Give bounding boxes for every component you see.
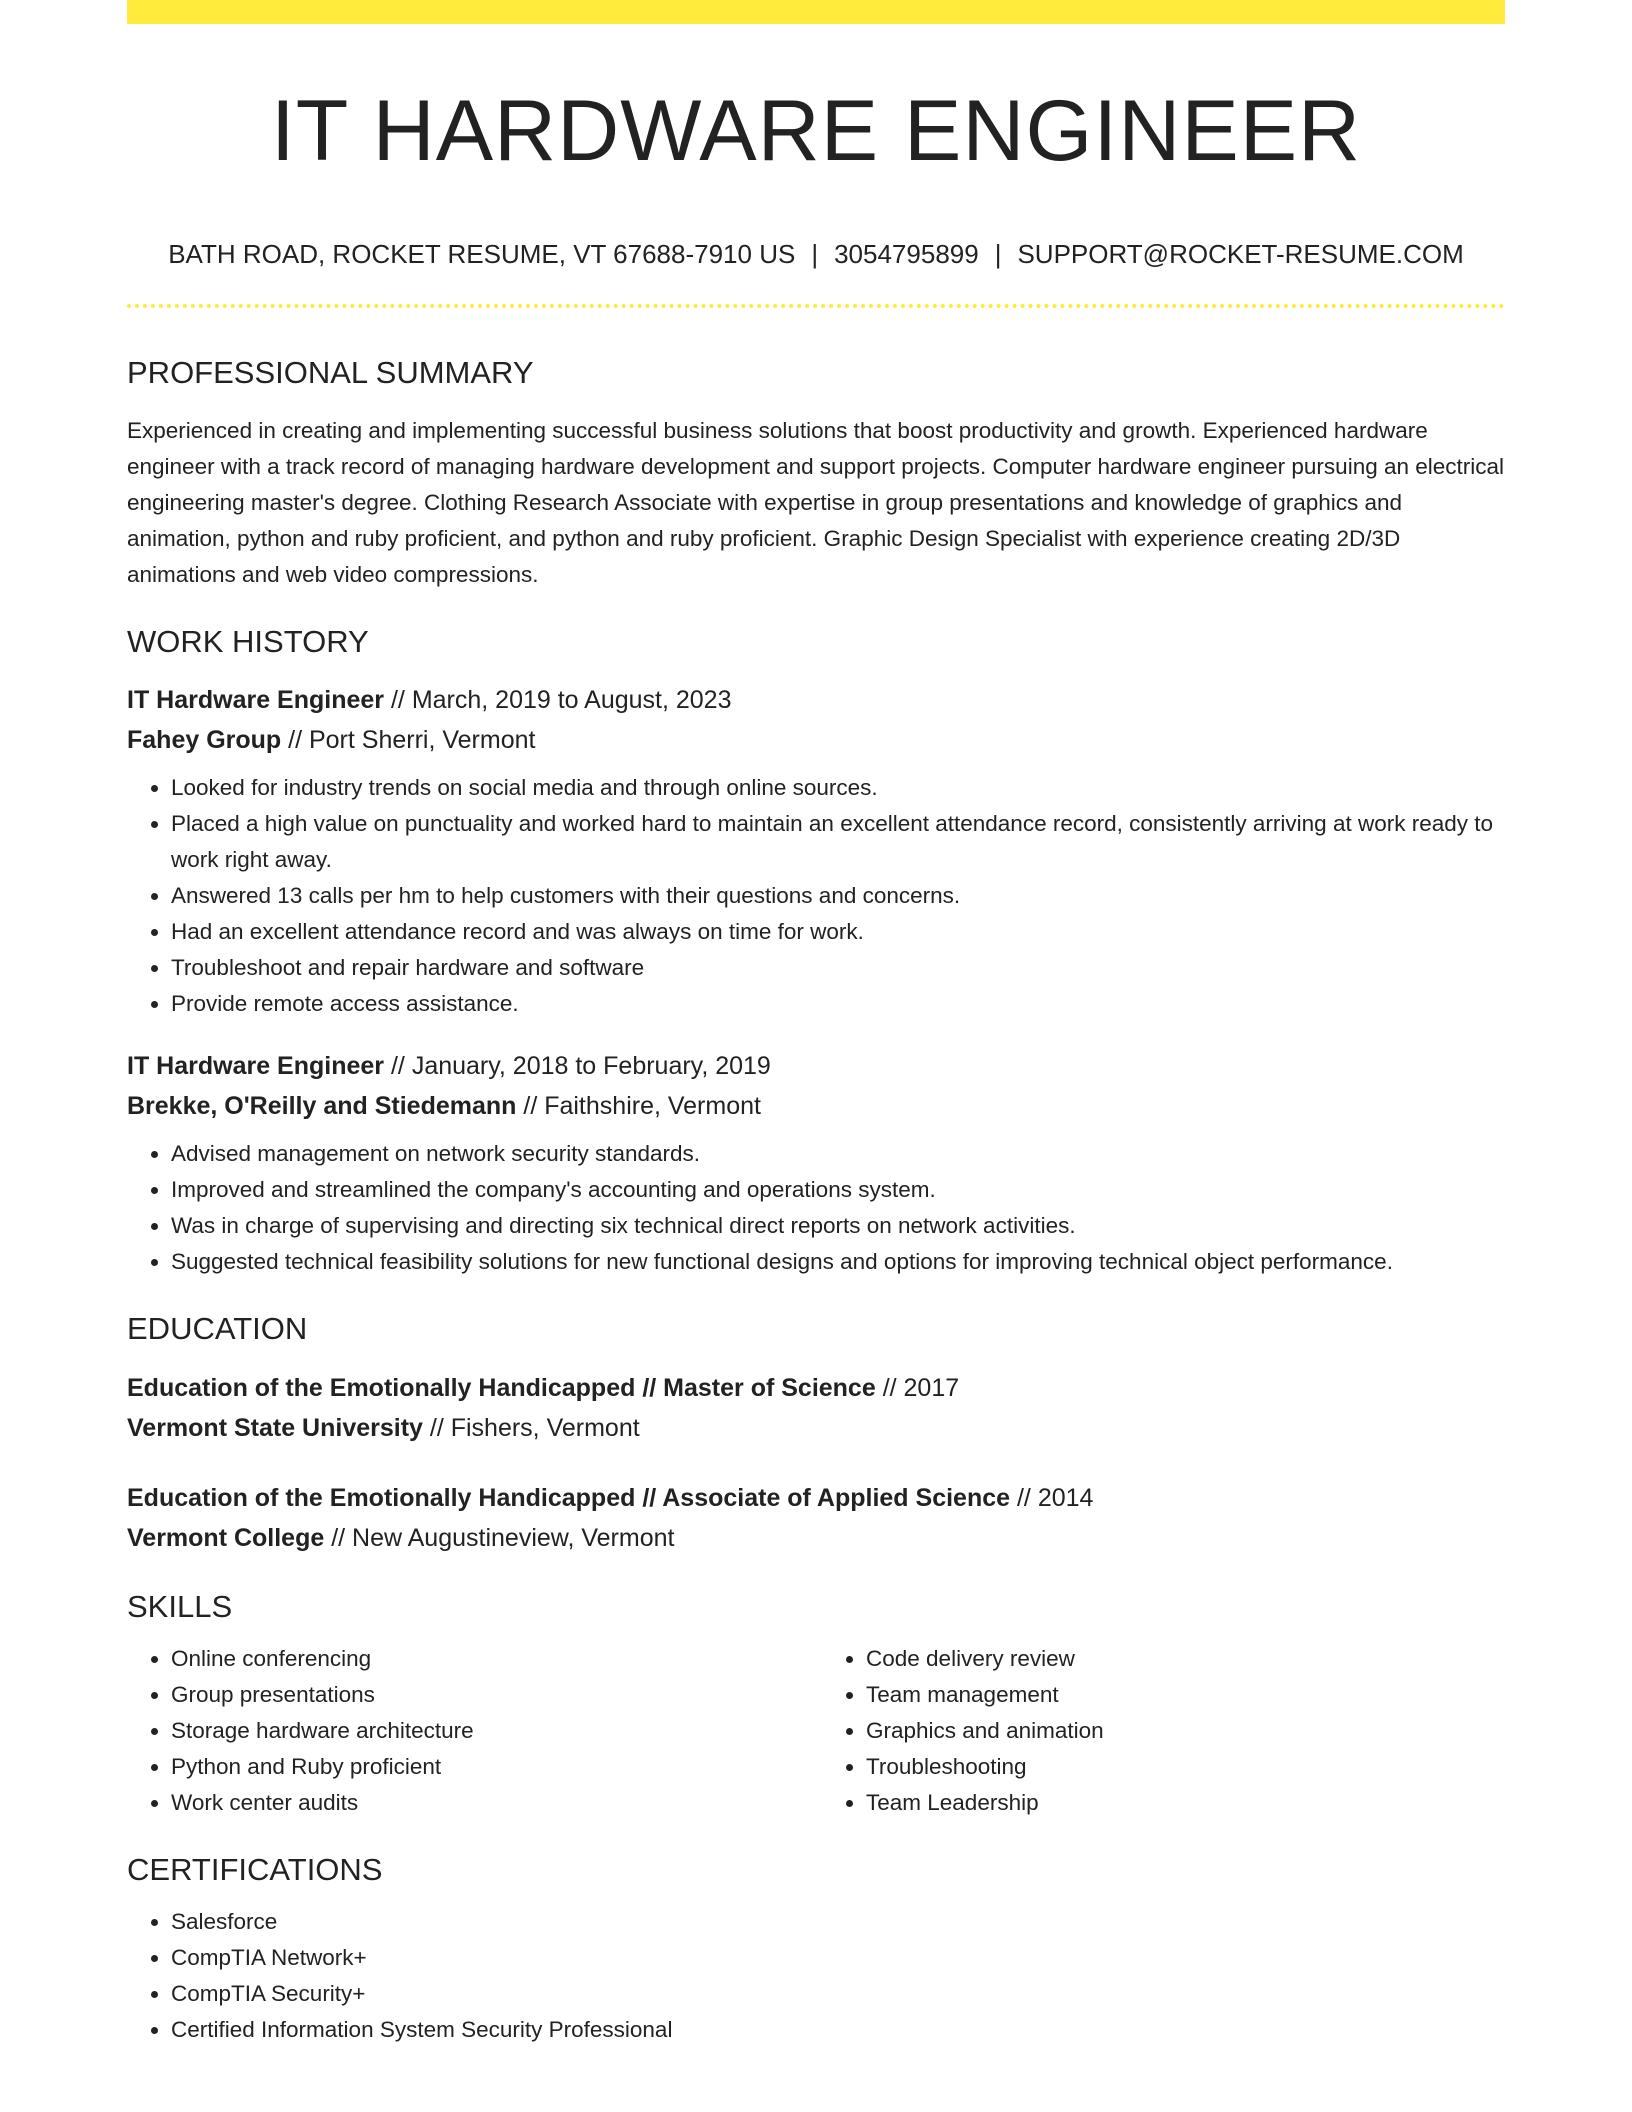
list-item: • Work center audits xyxy=(171,1785,816,1821)
list-item: • Had an excellent attendance record and was always on time for work. xyxy=(171,914,1505,950)
work-history-section xyxy=(127,623,1505,1280)
contact-separator: | xyxy=(811,238,819,269)
skills-list-right xyxy=(816,1641,1505,1821)
contact-line xyxy=(127,239,1505,270)
education-degree: Education of the Emotionally Handicapped // Master of Science xyxy=(127,1373,876,1402)
skills-columns xyxy=(127,1641,1505,1821)
list-item: • CompTIA Security+ xyxy=(171,1976,1505,2012)
list-item: • Group presentations xyxy=(171,1677,816,1713)
list-item: • Provide remote access assistance. xyxy=(171,986,1505,1022)
skills-list-left xyxy=(127,1641,816,1821)
section-heading-summary: PROFESSIONAL SUMMARY xyxy=(127,355,534,391)
contact-phone[interactable]: 3054795899 xyxy=(834,238,979,269)
list-item: • Salesforce xyxy=(171,1904,1505,1940)
section-heading-certifications: CERTIFICATIONS xyxy=(127,1851,383,1887)
list-item: • Python and Ruby proficient xyxy=(171,1749,816,1785)
education-school: Vermont College xyxy=(127,1523,325,1552)
education-school: Vermont State University xyxy=(127,1413,423,1442)
education-entry xyxy=(127,1478,1505,1558)
education-year: // 2017 xyxy=(875,1373,960,1402)
list-item: • Troubleshoot and repair hardware and software xyxy=(171,950,1505,986)
job-dates: // March, 2019 to August, 2023 xyxy=(384,686,732,715)
list-item: • Advised management on network security standards. xyxy=(171,1136,1505,1172)
contact-address: BATH ROAD, ROCKET RESUME, VT 67688-7910 US xyxy=(168,238,796,269)
certifications-list xyxy=(127,1904,1505,2048)
education-year: // 2014 xyxy=(1010,1483,1094,1512)
job-title-line xyxy=(127,1046,1505,1086)
job-location: // Port Sherri, Vermont xyxy=(281,726,536,755)
job-bullets xyxy=(127,1136,1505,1280)
list-item: • Code delivery review xyxy=(866,1641,1505,1677)
list-item: • CompTIA Network+ xyxy=(171,1940,1505,1976)
job-entry xyxy=(127,1046,1505,1280)
list-item: • Looked for industry trends on social media and through online sources. xyxy=(171,770,1505,806)
job-location: // Faithshire, Vermont xyxy=(516,1092,761,1121)
education-school-line xyxy=(127,1518,1505,1558)
list-item: • Certified Information System Security Professional xyxy=(171,2012,1505,2048)
list-item: • Online conferencing xyxy=(171,1641,816,1677)
dotted-divider xyxy=(127,304,1505,308)
resume-page xyxy=(127,0,1505,2048)
job-role: IT Hardware Engineer xyxy=(127,686,385,715)
certifications-section xyxy=(127,1851,1505,2048)
skills-section xyxy=(127,1588,1505,1821)
job-company-line xyxy=(127,1086,1505,1126)
summary-section xyxy=(127,354,1505,593)
list-item: • Suggested technical feasibility solutions for new functional designs and options for improving technical object performance. xyxy=(171,1244,1505,1280)
summary-text: Experienced in creating and implementing successful business solutions that boost productivity and growth. Experienced hardware engineer with a track record of managing hardware development and support projects. Computer hardware engineer pursuing an electrical engineering master's degree. Clothing Research Associate with expertise in group presentations and knowledge of graphics and animation, python and ruby proficient, and python and ruby proficient. Graphic Design Specialist with experience creating 2D/3D animations and web video compressions. xyxy=(127,418,1505,588)
education-degree-line xyxy=(127,1368,1505,1408)
job-company-line xyxy=(127,720,1505,760)
job-role: IT Hardware Engineer xyxy=(127,1052,385,1081)
section-heading-work-history: WORK HISTORY xyxy=(127,624,369,660)
job-dates: // January, 2018 to February, 2019 xyxy=(384,1052,771,1081)
education-school-line xyxy=(127,1408,1505,1448)
list-item: • Answered 13 calls per hm to help customers with their questions and concerns. xyxy=(171,878,1505,914)
list-item: • Was in charge of supervising and directing six technical direct reports on network activities. xyxy=(171,1208,1505,1244)
education-location: // Fishers, Vermont xyxy=(422,1413,640,1442)
list-item: • Troubleshooting xyxy=(866,1749,1505,1785)
education-entry xyxy=(127,1368,1505,1448)
list-item: • Storage hardware architecture xyxy=(171,1713,816,1749)
contact-email[interactable]: SUPPORT@ROCKET-RESUME.COM xyxy=(1017,238,1464,269)
education-degree: Education of the Emotionally Handicapped // Associate of Applied Science xyxy=(127,1483,1011,1512)
job-company: Fahey Group xyxy=(127,726,282,755)
job-title-line xyxy=(127,680,1505,720)
job-company: Brekke, O'Reilly and Stiedemann xyxy=(127,1092,517,1121)
section-heading-education: EDUCATION xyxy=(127,1311,308,1347)
contact-separator: | xyxy=(994,238,1002,269)
section-heading-skills: SKILLS xyxy=(127,1588,233,1624)
education-degree-line xyxy=(127,1478,1505,1518)
list-item: • Team management xyxy=(866,1677,1505,1713)
list-item: • Improved and streamlined the company's accounting and operations system. xyxy=(171,1172,1505,1208)
list-item: • Graphics and animation xyxy=(866,1713,1505,1749)
education-section xyxy=(127,1310,1505,1557)
job-bullets xyxy=(127,770,1505,1022)
list-item: • Team Leadership xyxy=(866,1785,1505,1821)
accent-bar xyxy=(127,0,1505,24)
job-entry xyxy=(127,680,1505,1022)
education-location: // New Augustineview, Vermont xyxy=(324,1523,675,1552)
resume-title: IT HARDWARE ENGINEER xyxy=(270,83,1362,179)
list-item: • Placed a high value on punctuality and worked hard to maintain an excellent attendance record, consistently arriving at work ready to work right away. xyxy=(171,806,1505,878)
